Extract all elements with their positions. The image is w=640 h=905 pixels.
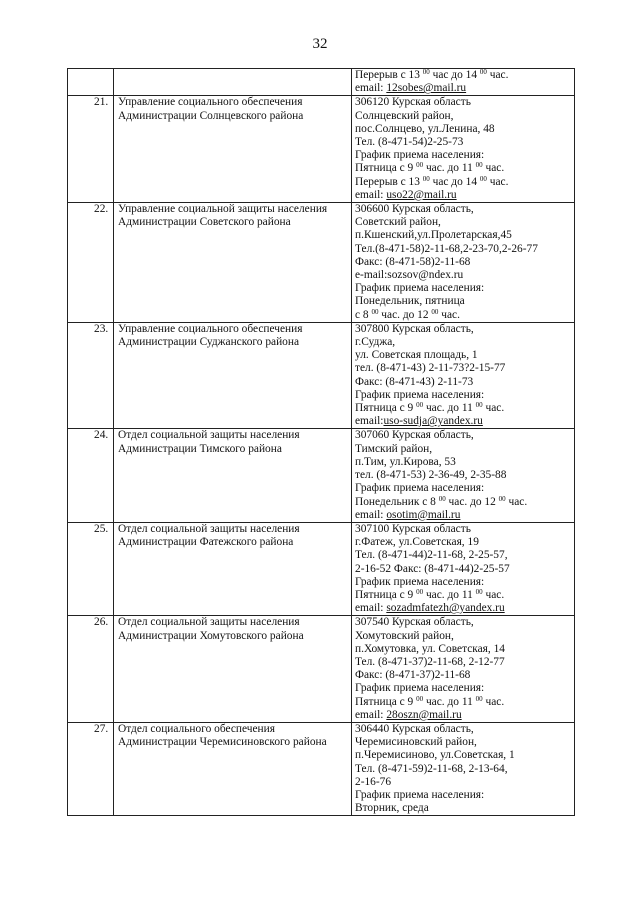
organization-name-line: Администрации Советского района [118,216,291,229]
address-text: Вторник, среда [355,802,429,815]
address-text: час. до 11 [423,588,476,601]
superscript-minutes: 00 [422,68,430,76]
address-line [355,709,574,722]
address-line [355,376,574,389]
organization-name-line: Администрации Тимского района [118,442,282,455]
superscript-minutes: 00 [416,401,424,410]
address-text: Тел. (8-471-44)2-11-68, 2-25-57, [355,549,508,562]
address-text: час. [482,162,505,175]
address-line [355,736,574,749]
organization-cell [114,69,352,96]
address-line [355,749,574,762]
address-cell [352,322,575,429]
address-text: График приема населения: [355,149,485,162]
address-line [355,776,574,789]
address-cell [352,69,575,96]
organization-name-line: Управление социальной защиты населения [118,203,328,216]
address-cell [352,722,575,815]
address-line [355,189,574,202]
organization-cell [114,96,352,203]
address-line [355,323,574,336]
address-text: График приема населения: [355,575,485,588]
address-line [355,216,574,229]
address-line [355,162,574,175]
address-text: Тел. (8-471-54)2-25-73 [355,136,464,149]
address-text: тел. (8-471-53) 2-36-49, 2-35-88 [355,469,507,482]
superscript-minutes: 00 [371,307,379,316]
row-number [68,69,114,96]
address-text: Хомутовский район, [355,629,454,642]
table-row [68,429,575,522]
address-text: час. до 11 [423,695,476,708]
organization-name-line: Администрации Суджанского района [118,336,300,349]
address-text: График приема населения: [355,482,485,495]
organization-name-line: Администрации Черемисиновского района [118,736,327,749]
table-row [68,322,575,429]
address-text: час. до 12 [445,495,499,508]
address-text: График приема населения: [355,282,485,295]
address-text: Пятница с 9 [355,588,417,601]
address-line [355,682,574,695]
organization-name-line: Отдел социальной защиты населения [118,429,300,442]
email-address: sozadmfatezh@yandex.ru [386,602,505,615]
organization-name-line: Управление социального обеспечения [118,322,303,335]
row-number: 26. [68,616,114,723]
address-text: 306600 Курская область, [355,203,474,216]
address-text: График приема населения: [355,788,485,801]
address-line [355,630,574,643]
address-text: 307800 Курская область, [355,322,474,335]
address-text: График приема населения: [355,388,485,401]
address-text: Советский район, [355,216,441,229]
address-line [355,496,574,509]
social-offices-table [67,68,575,816]
address-text: email: [355,602,387,615]
address-text: График приема населения: [355,682,485,695]
page-number: 32 [312,36,328,52]
address-text: email: [355,415,384,428]
address-text: час до 14 [429,175,480,188]
address-text: Факс: (8-471-37)2-11-68 [355,669,471,682]
row-number: 22. [68,203,114,323]
address-text: email: [355,82,387,95]
address-line [355,349,574,362]
address-cell [352,616,575,723]
address-line [355,429,574,442]
superscript-minutes: 00 [475,401,483,410]
address-text: п.Тим, ул.Кирова, 53 [355,455,456,468]
address-line [355,362,574,375]
superscript-minutes: 00 [416,587,424,596]
address-line [355,309,574,322]
address-text: г.Фатеж, ул.Советская, 19 [355,536,479,549]
address-line [355,136,574,149]
address-text: час. [438,308,460,321]
address-line [355,616,574,629]
address-line [355,563,574,576]
address-line [355,696,574,709]
address-text: час. [482,402,505,415]
address-text: час. [486,69,509,81]
address-line [355,789,574,802]
address-text: Тимский район, [355,442,433,455]
email-address: 12sobes@mail.ru [386,82,467,95]
address-line [355,415,574,428]
address-line [355,643,574,656]
superscript-minutes: 00 [479,68,487,76]
address-line [355,243,574,256]
address-text: п.Кшенский,ул.Пролетарская,45 [355,229,512,242]
address-text: час. до 11 [423,402,476,415]
table-row [68,69,575,96]
address-text: Тел. (8-471-37)2-11-68, 2-12-77 [355,655,505,668]
address-line [355,176,574,189]
row-number: 24. [68,429,114,522]
address-cell [352,522,575,615]
address-text: 2-16-52 Факс: (8-471-44)2-25-57 [355,562,510,575]
address-text: Пятница с 9 [355,402,417,415]
address-line [355,802,574,815]
email-address: osotim@mail.ru [386,508,461,521]
organization-cell [114,522,352,615]
table-row [68,616,575,723]
organization-cell [114,203,352,323]
address-line [355,402,574,415]
address-line [355,602,574,615]
address-text: Перерыв с 13 [355,69,423,81]
email-address: uso-sudja@yandex.ru [383,415,483,428]
email-address: 28oszn@mail.ru [386,708,462,721]
address-text: 306120 Курская область [355,96,471,109]
row-number: 23. [68,322,114,429]
address-text: ул. Советская площадь, 1 [355,349,478,362]
superscript-minutes: 00 [438,494,446,503]
organization-cell [114,322,352,429]
address-line [355,123,574,136]
address-line [355,536,574,549]
address-text: Тел. (8-471-59)2-11-68, 2-13-64, [355,762,508,775]
address-text: пос.Солнцево, ул.Ленина, 48 [355,122,495,135]
address-line [355,469,574,482]
address-text: 2-16-76 [355,775,392,788]
address-text: п.Черемисиново, ул.Советская, 1 [355,749,515,762]
address-text: email: [355,188,387,201]
address-line [355,82,574,95]
address-text: с 8 [355,308,372,321]
address-text: Пятница с 9 [355,162,417,175]
address-line [355,589,574,602]
address-text: час до 14 [429,69,480,81]
row-number: 25. [68,522,114,615]
address-cell [352,203,575,323]
address-text: час. [482,588,505,601]
address-text: Солнцевский район, [355,109,454,122]
organization-cell [114,722,352,815]
address-text: п.Хомутовка, ул. Советская, 14 [355,642,505,655]
address-line [355,203,574,216]
organization-name-line: Отдел социального обеспечения [118,722,275,735]
address-cell [352,429,575,522]
address-cell [352,96,575,203]
superscript-minutes: 00 [475,694,483,703]
address-line [355,443,574,456]
address-text: Тел.(8-471-58)2-11-68,2-23-70,2-26-77 [355,242,538,255]
address-line [355,269,574,282]
address-line [355,482,574,495]
address-line [355,69,574,82]
address-text: Факс: (8-471-58)2-11-68 [355,255,471,268]
organization-name-line: Отдел социальной защиты населения [118,616,300,629]
address-line [355,456,574,469]
address-line [355,149,574,162]
table-row [68,203,575,323]
row-number: 27. [68,722,114,815]
organization-cell [114,429,352,522]
organization-cell [114,616,352,723]
organization-name-line: Управление социального обеспечения [118,96,303,109]
address-text: тел. (8-471-43) 2-11-73?2-15-77 [355,362,506,375]
address-text: час. [482,695,505,708]
address-line [355,282,574,295]
address-text: 306440 Курская область, [355,722,474,735]
address-line [355,110,574,123]
address-text: час. до 11 [423,162,476,175]
address-line [355,549,574,562]
address-text: 307060 Курская область, [355,429,474,442]
address-text: 307540 Курская область, [355,616,474,629]
address-line [355,576,574,589]
table-body [68,69,575,816]
address-line [355,523,574,536]
organization-name-line: Администрации Солнцевского района [118,109,304,122]
address-text: час. [505,495,528,508]
organization-name-line: Администрации Фатежского района [118,536,294,549]
superscript-minutes: 00 [479,174,487,183]
address-line [355,96,574,109]
organization-name-line: Отдел социальной защиты населения [118,522,300,535]
address-line [355,295,574,308]
address-line [355,229,574,242]
row-number: 21. [68,96,114,203]
address-line [355,389,574,402]
address-line [355,336,574,349]
superscript-minutes: 00 [416,161,424,170]
address-line [355,723,574,736]
address-text: email: [355,708,387,721]
address-text: email: [355,508,387,521]
address-text: e-mail:sozsov@ndex.ru [355,269,464,282]
address-text: 307100 Курская область [355,522,471,535]
address-text: Черемисиновский район, [355,736,477,749]
superscript-minutes: 00 [498,494,506,503]
superscript-minutes: 00 [416,694,424,703]
table-row [68,522,575,615]
superscript-minutes: 00 [475,161,483,170]
address-text: Пятница с 9 [355,695,417,708]
address-text: Понедельник, пятница [355,295,465,308]
address-text: Понедельник с 8 [355,495,439,508]
address-line [355,656,574,669]
address-text: час. [486,175,509,188]
organization-name-line: Администрации Хомутовского района [118,629,304,642]
address-line [355,256,574,269]
address-text: г.Суджа, [355,336,396,349]
address-text: час. до 12 [378,308,432,321]
superscript-minutes: 00 [431,307,439,316]
table-row [68,96,575,203]
address-line [355,763,574,776]
address-line [355,669,574,682]
superscript-minutes: 00 [422,174,430,183]
superscript-minutes: 00 [475,587,483,596]
address-text: Факс: (8-471-43) 2-11-73 [355,375,474,388]
email-address: uso22@mail.ru [386,188,457,201]
table-row [68,722,575,815]
address-line [355,509,574,522]
address-text: Перерыв с 13 [355,175,423,188]
